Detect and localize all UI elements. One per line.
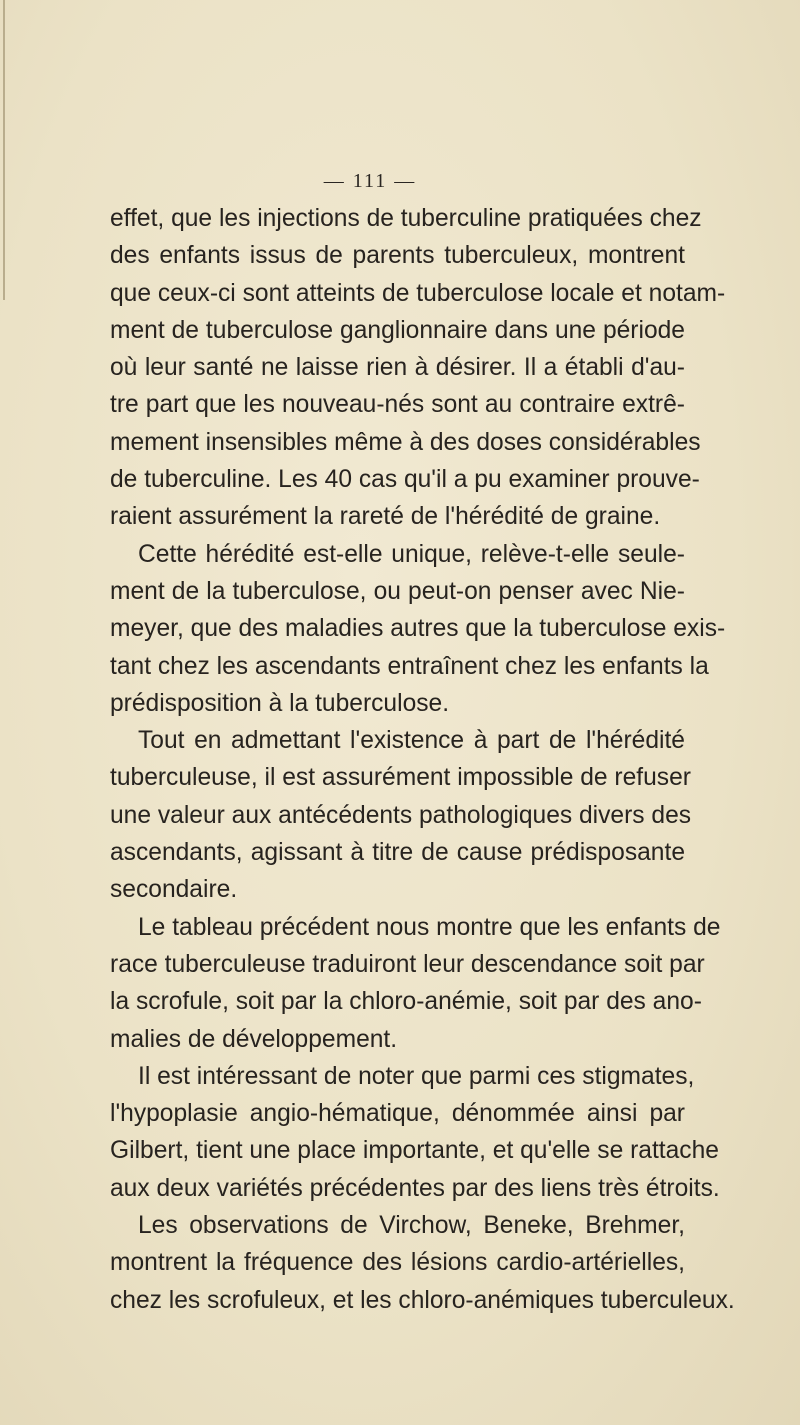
text-line: Le tableau précédent nous montre que les enfants de xyxy=(138,913,721,941)
text-line: ment de la tuberculose, ou peut-on penser avec Nie- xyxy=(110,577,685,605)
text-line: où leur santé ne laisse rien à désirer. Il a établi d'au- xyxy=(110,354,685,382)
text-line: tre part que les nouveau-nés sont au contraire extrê- xyxy=(110,391,685,419)
text-line: de tuberculine. Les 40 cas qu'il a pu examiner prouve- xyxy=(110,466,700,494)
text-line: aux deux variétés précédentes par des liens très étroits. xyxy=(110,1174,720,1202)
text-line: ment de tuberculose ganglionnaire dans une période xyxy=(110,316,685,344)
text-line: Gilbert, tient une place importante, et qu'elle se rattache xyxy=(110,1137,719,1165)
page-number: — 111 — xyxy=(323,170,417,192)
text-line: Il est intéressant de noter que parmi ces stigmates, xyxy=(138,1062,695,1090)
text-line: l'hypoplasie angio-hématique, dénommée ainsi par xyxy=(110,1100,685,1128)
text-line: des enfants issus de parents tuberculeux, montrent xyxy=(110,242,685,270)
page-body-text xyxy=(110,200,735,1319)
text-line: que ceux-ci sont atteints de tuberculose locale et notam- xyxy=(110,279,726,307)
text-line: montrent la fréquence des lésions cardio-artérielles, xyxy=(110,1249,685,1277)
page-edge-shadow xyxy=(3,0,5,300)
text-line: secondaire. xyxy=(110,876,238,904)
text-line: malies de développement. xyxy=(110,1025,398,1053)
text-line: Tout en admettant l'existence à part de l'hérédité xyxy=(138,727,685,755)
text-line: raient assurément la rareté de l'hérédité de graine. xyxy=(110,503,661,531)
text-line: la scrofule, soit par la chloro-anémie, soit par des ano- xyxy=(110,988,702,1016)
text-line: une valeur aux antécédents pathologiques divers des xyxy=(110,801,692,829)
text-line: ascendants, agissant à titre de cause prédisposante xyxy=(110,839,685,867)
text-line: meyer, que des maladies autres que la tuberculose exis- xyxy=(110,615,726,643)
text-line: mement insensibles même à des doses considérables xyxy=(110,428,701,456)
text-line: effet, que les injections de tuberculine pratiquées chez xyxy=(110,205,702,232)
text-line: Les observations de Virchow, Beneke, Brehmer, xyxy=(138,1212,685,1240)
text-line: chez les scrofuleux, et les chloro-anémiques tuberculeux. xyxy=(110,1286,735,1314)
text-line: tuberculeuse, il est assurément impossible de refuser xyxy=(110,764,691,792)
text-line: Cette hérédité est-elle unique, relève-t-elle seule- xyxy=(138,540,685,568)
text-line: tant chez les ascendants entraînent chez les enfants la xyxy=(110,652,709,680)
text-line: prédisposition à la tuberculose. xyxy=(110,689,450,717)
text-line: race tuberculeuse traduiront leur descendance soit par xyxy=(110,950,705,978)
